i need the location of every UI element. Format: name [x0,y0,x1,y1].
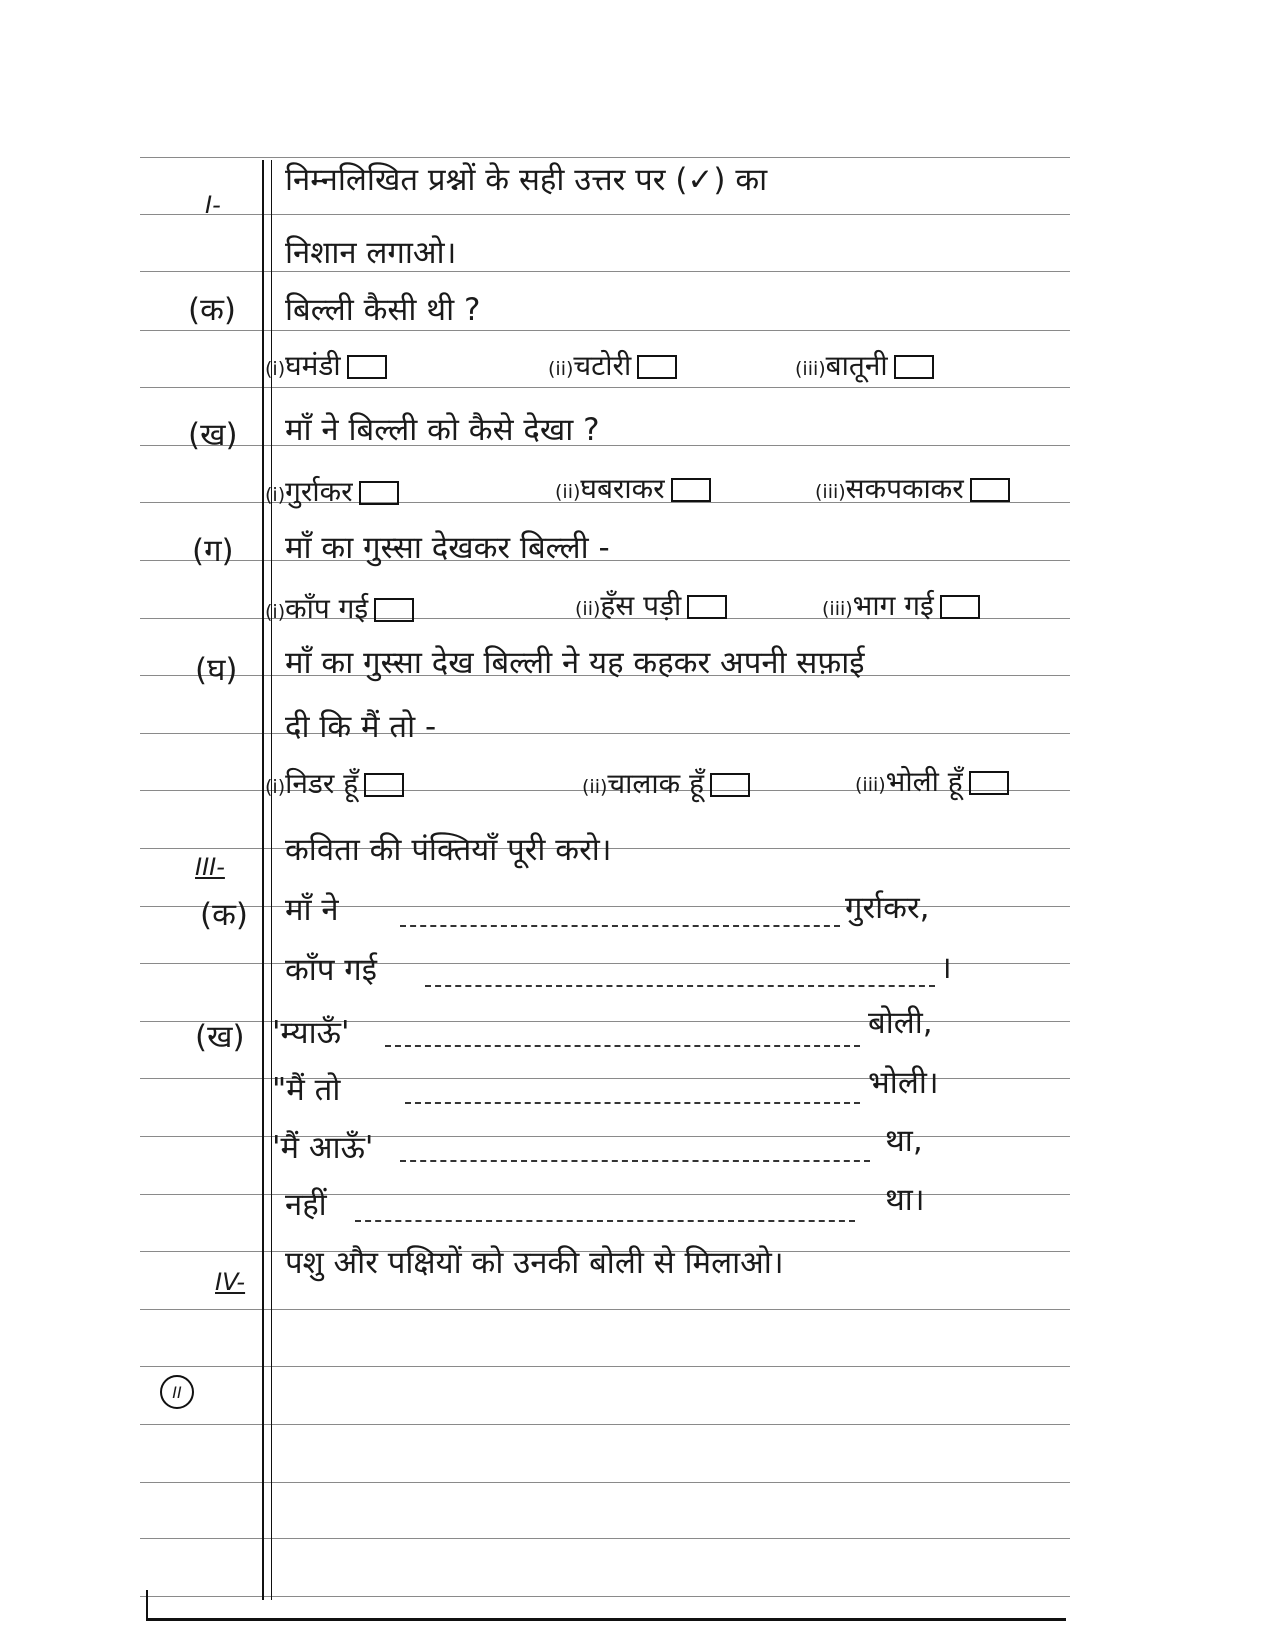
poem-line-start: 'मैं आऊँ' [272,1130,374,1166]
answer-checkbox[interactable] [347,355,387,379]
poem-ka-label: (क) [200,897,248,933]
option-label: (i) [265,358,286,380]
section-1-instruction-cont: निशान लगाओ। [285,235,457,271]
poem-line-end: गुर्राकर, [845,890,930,926]
question-ga-text: माँ का गुस्सा देखकर बिल्ली - [285,530,610,566]
question-ka-option-1 [265,349,387,382]
option-text: काँप गई [285,592,369,625]
question-ka-option-3 [795,349,934,382]
poem-line-end: । [940,950,952,986]
fill-blank[interactable] [405,1102,860,1104]
option-label: (ii) [582,776,608,798]
question-ka-label: (क) [188,292,236,328]
option-text: भोली हूँ [885,765,963,798]
option-label: (i) [265,484,286,506]
option-text: चालाक हूँ [607,767,704,800]
answer-checkbox[interactable] [637,355,677,379]
question-kha-option-2 [555,472,711,505]
question-gha-text-cont: दी कि मैं तो - [285,709,437,745]
poem-kha-label: (ख) [195,1019,245,1055]
question-kha-option-3 [815,472,1010,505]
poem-line-end: था। [885,1182,925,1218]
fill-blank[interactable] [400,1160,870,1162]
margin-line [262,160,264,1600]
poem-line-end: था, [885,1123,923,1159]
question-ga-option-2 [575,589,727,622]
left-edge-line [146,1590,148,1618]
poem-line-end: भोली। [868,1065,939,1101]
question-gha-option-3 [855,765,1009,798]
answer-checkbox[interactable] [970,478,1010,502]
option-label: (i) [265,601,286,623]
section-1-instruction: निम्नलिखित प्रश्नों के सही उत्तर पर (✓) का [285,162,768,198]
question-gha-option-1 [265,767,404,800]
option-label: (ii) [555,481,581,503]
answer-checkbox[interactable] [969,771,1009,795]
poem-line-start: नहीं [285,1187,327,1223]
fill-blank[interactable] [385,1045,860,1047]
option-label: (iii) [822,598,853,620]
option-label: (ii) [548,358,574,380]
option-label: (ii) [575,598,601,620]
answer-checkbox[interactable] [364,773,404,797]
option-text: चटोरी [573,349,632,382]
question-gha-text: माँ का गुस्सा देख बिल्ली ने यह कहकर अपनी सफ़ाई [285,645,865,681]
answer-checkbox[interactable] [687,595,727,619]
option-label: (i) [265,776,286,798]
page-number: II [160,1375,194,1409]
question-ka-text: बिल्ली कैसी थी ? [285,292,481,328]
answer-checkbox[interactable] [894,355,934,379]
poem-line-start: माँ ने [285,892,339,928]
section-3-instruction: कविता की पंक्तियाँ पूरी करो। [285,832,612,868]
fill-blank[interactable] [425,985,935,987]
answer-checkbox[interactable] [710,773,750,797]
question-gha-option-2 [582,767,750,800]
option-text: घबराकर [580,472,665,505]
answer-checkbox[interactable] [940,595,980,619]
option-text: निडर हूँ [285,767,359,800]
question-kha-text: माँ ने बिल्ली को कैसे देखा ? [285,412,600,448]
answer-checkbox[interactable] [671,478,711,502]
option-text: सकपकाकर [845,472,964,505]
poem-line-start: "मैं तो [272,1072,341,1108]
question-kha-label: (ख) [188,417,238,453]
option-label: (iii) [815,481,846,503]
section-4-numeral: IV- [215,1268,246,1296]
question-gha-label: (घ) [195,652,238,688]
section-1-numeral: I- [205,191,221,219]
poem-line-start: 'म्याऊँ' [272,1015,350,1051]
option-text: हँस पड़ी [600,589,682,622]
option-text: गुर्राकर [285,475,353,508]
question-kha-option-1 [265,475,399,508]
question-ga-label: (ग) [192,533,234,569]
poem-line-end: बोली, [868,1005,933,1041]
bottom-rule [146,1618,1066,1621]
option-text: घमंडी [285,349,341,382]
answer-checkbox[interactable] [374,598,414,622]
question-ga-option-1 [265,592,414,625]
fill-blank[interactable] [355,1220,855,1222]
question-ka-option-2 [548,349,677,382]
answer-checkbox[interactable] [359,481,399,505]
section-3-numeral: III- [195,853,225,881]
option-label: (iii) [795,358,826,380]
section-4-instruction: पशु और पक्षियों को उनकी बोली से मिलाओ। [285,1245,784,1281]
question-ga-option-3 [822,589,980,622]
option-text: बातूनी [825,349,888,382]
fill-blank[interactable] [400,925,840,927]
option-text: भाग गई [852,589,934,622]
poem-line-start: काँप गई [285,952,377,988]
option-label: (iii) [855,774,886,796]
